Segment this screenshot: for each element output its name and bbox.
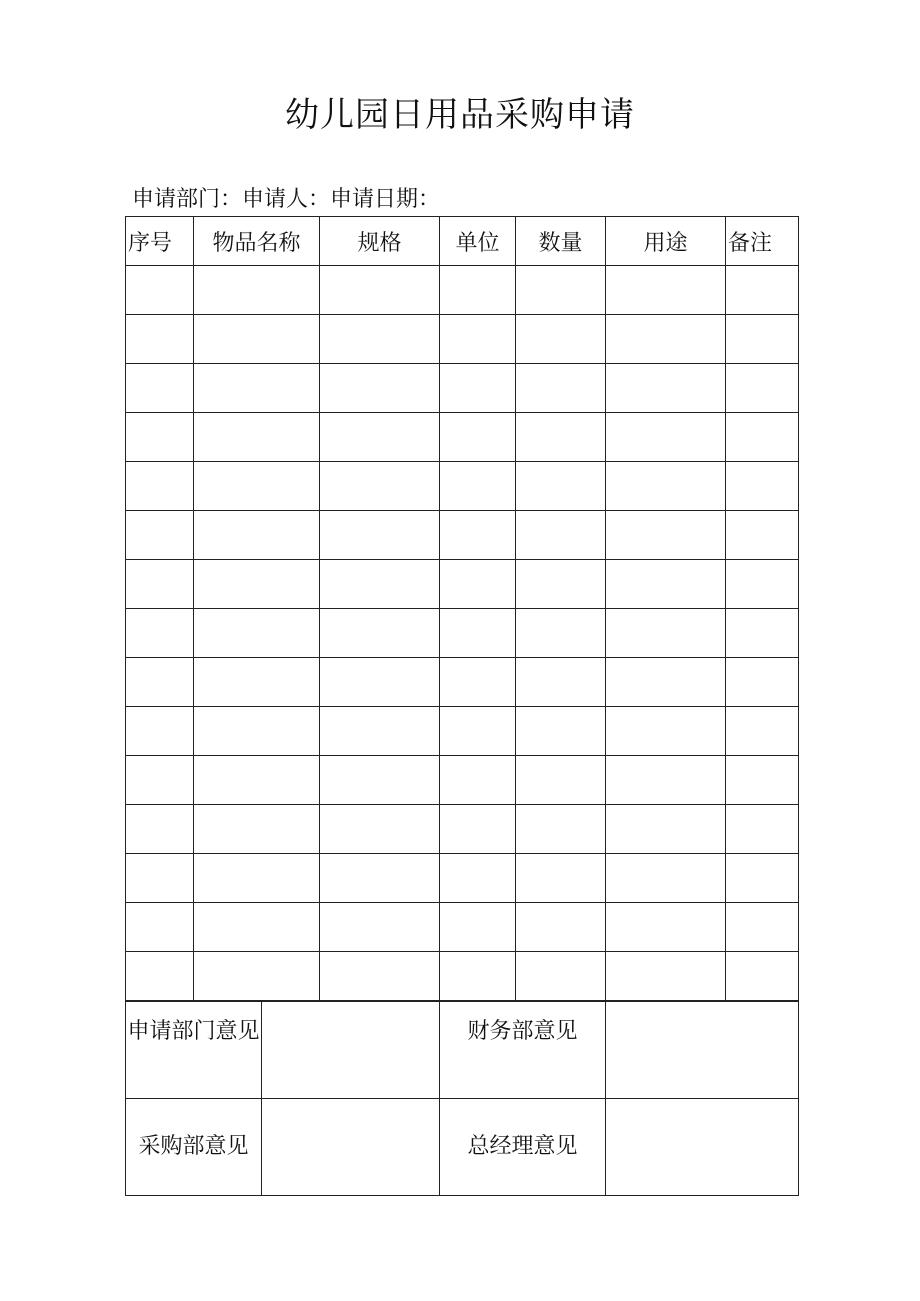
- header-remarks: 备注: [726, 217, 799, 266]
- cell-index[interactable]: [126, 413, 194, 462]
- opinion-row-1: [126, 1002, 799, 1099]
- cell-unit[interactable]: [440, 364, 516, 413]
- cell-index[interactable]: [126, 462, 194, 511]
- cell-item-name[interactable]: [194, 854, 320, 903]
- dept-opinion-label: 申请部门意见: [126, 1002, 262, 1099]
- gm-opinion-field[interactable]: [606, 1099, 799, 1196]
- cell-item-name[interactable]: [194, 658, 320, 707]
- cell-quantity[interactable]: [516, 707, 606, 756]
- table-row: [126, 560, 799, 609]
- cell-spec[interactable]: [320, 658, 440, 707]
- table-row: [126, 511, 799, 560]
- cell-remarks[interactable]: [726, 658, 799, 707]
- cell-quantity[interactable]: [516, 413, 606, 462]
- cell-unit[interactable]: [440, 658, 516, 707]
- cell-spec[interactable]: [320, 707, 440, 756]
- cell-quantity[interactable]: [516, 903, 606, 952]
- cell-remarks[interactable]: [726, 511, 799, 560]
- cell-remarks[interactable]: [726, 609, 799, 658]
- page-title: 幼儿园日用品采购申请: [285, 95, 635, 135]
- cell-quantity[interactable]: [516, 609, 606, 658]
- cell-item-name[interactable]: [194, 609, 320, 658]
- cell-item-name[interactable]: [194, 560, 320, 609]
- cell-quantity[interactable]: [516, 315, 606, 364]
- cell-spec[interactable]: [320, 511, 440, 560]
- finance-opinion-field[interactable]: [606, 1002, 799, 1099]
- cell-unit[interactable]: [440, 854, 516, 903]
- cell-item-name[interactable]: [194, 805, 320, 854]
- cell-index[interactable]: [126, 315, 194, 364]
- header-unit: 单位: [440, 217, 516, 266]
- cell-quantity[interactable]: [516, 854, 606, 903]
- cell-item-name[interactable]: [194, 266, 320, 315]
- cell-item-name[interactable]: [194, 364, 320, 413]
- cell-index[interactable]: [126, 756, 194, 805]
- cell-item-name[interactable]: [194, 511, 320, 560]
- header-purpose: 用途: [606, 217, 726, 266]
- table-row: [126, 658, 799, 707]
- cell-spec[interactable]: [320, 609, 440, 658]
- cell-item-name[interactable]: [194, 315, 320, 364]
- cell-purpose[interactable]: [606, 756, 726, 805]
- table-row: [126, 413, 799, 462]
- cell-item-name[interactable]: [194, 707, 320, 756]
- cell-spec[interactable]: [320, 266, 440, 315]
- table-row: [126, 364, 799, 413]
- table-body: [126, 266, 799, 1001]
- cell-purpose[interactable]: [606, 658, 726, 707]
- header-quantity: 数量: [516, 217, 606, 266]
- cell-index[interactable]: [126, 658, 194, 707]
- cell-remarks[interactable]: [726, 364, 799, 413]
- cell-purpose[interactable]: [606, 315, 726, 364]
- dept-opinion-field[interactable]: [262, 1002, 440, 1099]
- cell-quantity[interactable]: [516, 266, 606, 315]
- form-meta: [132, 184, 440, 216]
- cell-spec[interactable]: [320, 364, 440, 413]
- opinions-table: [125, 1001, 799, 1196]
- cell-item-name[interactable]: [194, 756, 320, 805]
- cell-quantity[interactable]: [516, 756, 606, 805]
- cell-unit[interactable]: [440, 609, 516, 658]
- cell-item-name[interactable]: [194, 903, 320, 952]
- cell-unit[interactable]: [440, 266, 516, 315]
- cell-spec[interactable]: [320, 903, 440, 952]
- cell-quantity[interactable]: [516, 511, 606, 560]
- applicant-label: 申请人：: [242, 187, 331, 212]
- cell-unit[interactable]: [440, 952, 516, 1001]
- cell-unit[interactable]: [440, 560, 516, 609]
- cell-spec[interactable]: [320, 952, 440, 1001]
- cell-quantity[interactable]: [516, 462, 606, 511]
- cell-remarks[interactable]: [726, 462, 799, 511]
- table-row: [126, 952, 799, 1001]
- cell-quantity[interactable]: [516, 560, 606, 609]
- header-index: 序号: [126, 217, 194, 266]
- table-row: [126, 756, 799, 805]
- table-row: [126, 266, 799, 315]
- cell-remarks[interactable]: [726, 315, 799, 364]
- table-header-row: [126, 217, 799, 266]
- cell-purpose[interactable]: [606, 560, 726, 609]
- table-row: [126, 609, 799, 658]
- cell-purpose[interactable]: [606, 266, 726, 315]
- cell-remarks[interactable]: [726, 805, 799, 854]
- cell-remarks[interactable]: [726, 707, 799, 756]
- cell-index[interactable]: [126, 707, 194, 756]
- cell-index[interactable]: [126, 266, 194, 315]
- cell-spec[interactable]: [320, 315, 440, 364]
- cell-purpose[interactable]: [606, 413, 726, 462]
- cell-spec[interactable]: [320, 854, 440, 903]
- cell-index[interactable]: [126, 903, 194, 952]
- cell-quantity[interactable]: [516, 364, 606, 413]
- cell-index[interactable]: [126, 364, 194, 413]
- table-row: [126, 805, 799, 854]
- cell-remarks[interactable]: [726, 854, 799, 903]
- table-row: [126, 854, 799, 903]
- cell-unit[interactable]: [440, 756, 516, 805]
- items-table: [125, 216, 799, 1001]
- table-row: [126, 462, 799, 511]
- cell-index[interactable]: [126, 511, 194, 560]
- cell-spec[interactable]: [320, 462, 440, 511]
- cell-item-name[interactable]: [194, 952, 320, 1001]
- cell-item-name[interactable]: [194, 462, 320, 511]
- cell-remarks[interactable]: [726, 266, 799, 315]
- cell-quantity[interactable]: [516, 658, 606, 707]
- cell-remarks[interactable]: [726, 560, 799, 609]
- cell-unit[interactable]: [440, 511, 516, 560]
- header-item-name: 物品名称: [194, 217, 320, 266]
- cell-unit[interactable]: [440, 805, 516, 854]
- cell-item-name[interactable]: [194, 413, 320, 462]
- cell-remarks[interactable]: [726, 756, 799, 805]
- cell-purpose[interactable]: [606, 952, 726, 1001]
- cell-remarks[interactable]: [726, 903, 799, 952]
- cell-quantity[interactable]: [516, 805, 606, 854]
- gm-opinion-label: 总经理意见: [440, 1099, 606, 1196]
- cell-purpose[interactable]: [606, 609, 726, 658]
- cell-index[interactable]: [126, 805, 194, 854]
- purchase-opinion-field[interactable]: [262, 1099, 440, 1196]
- cell-unit[interactable]: [440, 707, 516, 756]
- cell-purpose[interactable]: [606, 462, 726, 511]
- cell-purpose[interactable]: [606, 903, 726, 952]
- cell-purpose[interactable]: [606, 854, 726, 903]
- cell-index[interactable]: [126, 854, 194, 903]
- table-row: [126, 903, 799, 952]
- cell-purpose[interactable]: [606, 511, 726, 560]
- cell-spec[interactable]: [320, 560, 440, 609]
- cell-purpose[interactable]: [606, 805, 726, 854]
- department-label: 申请部门：: [132, 187, 243, 212]
- cell-quantity[interactable]: [516, 952, 606, 1001]
- date-label: 申请日期：: [330, 187, 441, 212]
- cell-purpose[interactable]: [606, 707, 726, 756]
- cell-purpose[interactable]: [606, 364, 726, 413]
- cell-remarks[interactable]: [726, 952, 799, 1001]
- cell-index[interactable]: [126, 609, 194, 658]
- finance-opinion-label: 财务部意见: [440, 1002, 606, 1099]
- table-row: [126, 707, 799, 756]
- cell-index[interactable]: [126, 952, 194, 1001]
- cell-spec[interactable]: [320, 756, 440, 805]
- cell-spec[interactable]: [320, 805, 440, 854]
- cell-unit[interactable]: [440, 903, 516, 952]
- header-spec: 规格: [320, 217, 440, 266]
- table-row: [126, 315, 799, 364]
- opinion-row-2: [126, 1099, 799, 1196]
- cell-unit[interactable]: [440, 315, 516, 364]
- purchase-opinion-label: 采购部意见: [126, 1099, 262, 1196]
- cell-unit[interactable]: [440, 413, 516, 462]
- cell-remarks[interactable]: [726, 413, 799, 462]
- cell-unit[interactable]: [440, 462, 516, 511]
- cell-index[interactable]: [126, 560, 194, 609]
- cell-spec[interactable]: [320, 413, 440, 462]
